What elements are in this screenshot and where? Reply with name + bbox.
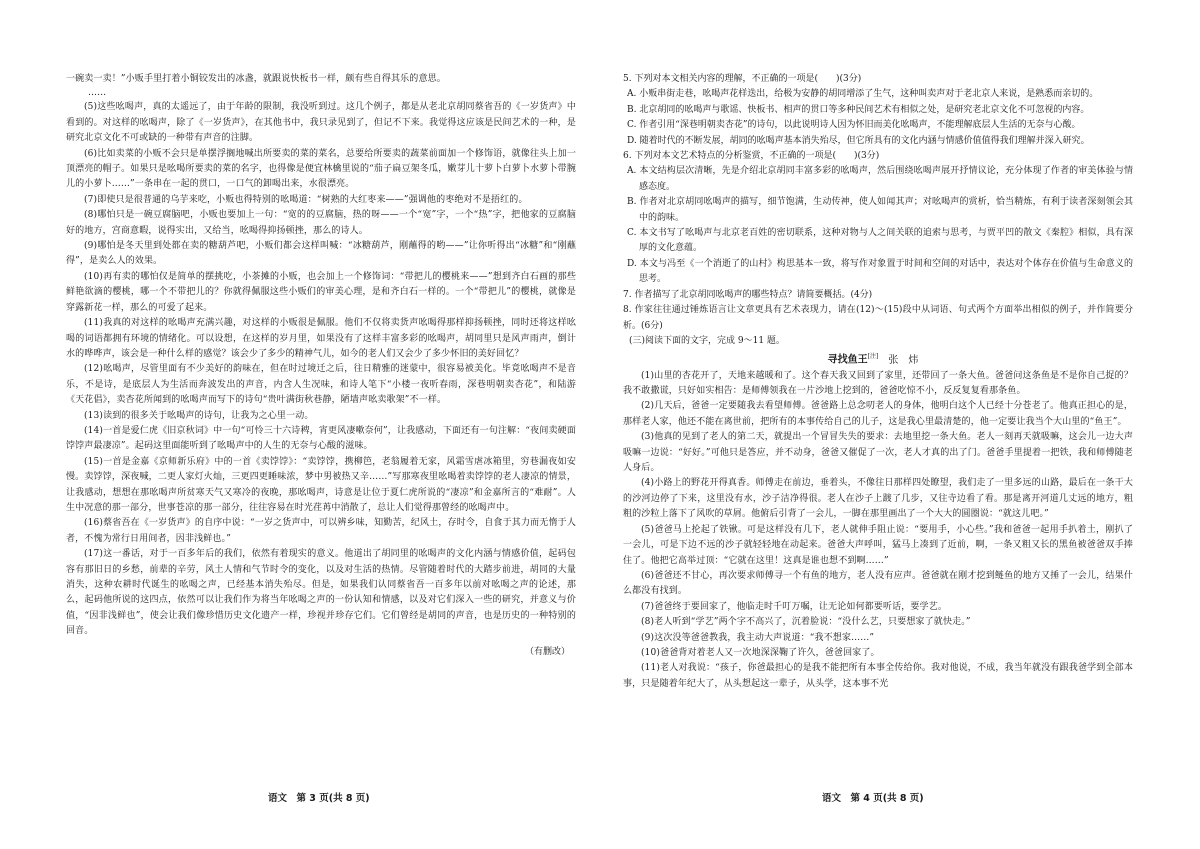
question-stem: 5. 下列对本文相关内容的理解，不正确的一项是( )(3分) [623,74,862,84]
question-stem: 6. 下列对本文艺术特点的分析鉴赏，不正确的一项是( )(3分) [623,151,880,162]
answer-option: A. 小贩串街走巷，吆喝声花样迭出，给极为安静的胡同增添了生气，这种叫卖声对于老北京人来说，是熟悉而亲切的。 [627,89,1099,100]
paragraph: (16)蔡省吾在《一岁货声》的自序中说：“一岁之货声中，可以辨乡味，知勤苦，纪风土，存时令，自食于其力而无惰于人者，不愧为常行日用间者，因非浅鲜也。” [66,518,576,544]
paragraph: (6)爸爸还不甘心，再次要求师傅寻一个有鱼的地方，老人没有应声。爸爸就在刚才挖到鲢鱼的地方又捶了一会儿，结果什么都没有找到。 [623,570,1133,597]
paragraph: (7)爸爸终于要回家了，他临走时千叮万嘱，让无论如何都要听话，要学艺。 [641,601,948,612]
paragraph: (11)我真的对这样的吆喝声充满兴趣，对这样的小贩很是佩服。他们不仅将卖货声吆喝得那样抑扬顿挫，同时还将这样吆喝的词语都拥有环境的情绪化。可以设想，在这样的岁月里，如果没有了这样丰富多彩的吆喝声，胡同里只是风声雨声，倒计水的哗哗声，该会是一种什么样的感觉？该会少了多少的精神气儿，如今的老人们又会少了多少怀旧的美好回忆？ [66,318,576,359]
paragraph: …… [88,88,107,99]
footnote-mark: [注] [867,353,879,361]
story-title [623,349,1133,368]
left-page [66,72,576,657]
section-heading: (三)阅读下面的文字，完成 9～11 题。 [629,335,785,346]
paragraph: (9)哪怕是冬天里到处都在卖的糖葫芦吧，小贩们都会这样叫喊：“冰糖葫芦，刚蘸得的哟——”让你听得出“冰糖”和“刚蘸得”，是卖么人的效果。 [66,241,576,267]
paragraph: (6)比如卖菜的小贩不会只是单摆浮搁地喊出所要卖的菜的菜名，总要给所要卖的蔬菜前面加一个修饰语，就像往头上加一顶漂亮的帽子。如果只是吆喝所要卖的菜的名字，也得像是便宜林檎里说的“茄子扁豆架冬瓜，嫩芽儿十萝卜白萝卜水萝卜带腕儿的小萝卜……”一条串在一起的贯口，一口气的卸喝出来，水很漂亮。 [66,148,576,190]
page-footer-right: 语文 第 4 页(共 8 页) [822,793,924,804]
story-author: 张炜 [888,354,929,366]
paragraph: (11)老人对我说：“孩子，你爸最担心的是我不能把所有本事全传给你。我对他说，不成，我当年就没有跟我爸学到全部本事，只是随着年纪大了，从头想起这一辈子，从头学，这本事不光 [623,663,1133,689]
right-page [623,72,1133,692]
paragraph: (8)老人听到“学艺”两个字不高兴了，沉着脸说：“没什么艺，只要想家了就快走。” [641,617,971,628]
answer-option: D. 本文与冯至《一个消逝了的山村》构思基本一致，将写作对象置于时间和空间的对话中，表达对个体存在价值与生命意义的思考。 [627,258,1133,285]
paragraph: (3)他真的见到了老人的第二天，就提出一个冒冒失失的要求：去地里挖一条大鱼。老人一刻再天就吸嘛，这会儿一边大声吸嘛一边说：“好好。”可他只是答应，并不动身，爸爸又催促了一次，老人才真的出了门。爸爸手里提着一把铁，我和师傅随老人身后。 [623,432,1133,474]
paragraph: (9)这次没等爸爸教我，我主动大声说道：“我不想家……” [641,632,875,643]
story-title-text: 寻找鱼王 [827,354,868,366]
answer-option: A. 本文结构层次清晰，先是介绍北京胡同丰富多彩的吆喝声，然后围绕吆喝声展开抒情议论，充分体现了作者的审美体验与情感态度。 [627,166,1133,192]
question-stem: 7. 作者描写了北京胡同吆喝声的哪些特点？请简要概括。(4分) [623,289,873,300]
paragraph: (15)一首是金嘉《京师新乐府》中的一首《卖饽饽》：“卖饽饽，携柳笆，老翁履着无家，风霜雪虐冰箱里，穷巷漏夜如安慢。卖饽饽，深夜喊，二更人家灯火灿，三更四更睡味浓，梦中男被热又辛……”写那寒夜里吆喝着卖饽饽的老人凄凉的情景，让我感动，想想在那吆喝声所贫寒天气又寒冷的夜晚，那吆喝声，诗意是让位于夏仁虎所说的“凄凉”和金嘉所言的“难耐”。人生中况意的那一部分，世事苍凉的那一部分，往往容易在时光荏苒中消散了，总让人们觉得那曾经的吆喝声中。 [66,456,576,513]
paragraph: (10)再有卖的哪怕仅是简单的摆挑吃，小茶摊的小贩，也会加上一个修饰词：“带把儿的樱桃来——”想到齐白石画的那些鲜艳欲滴的樱桃，哪一个不带把儿的？你就得佩服这些小贩们的审美心理，是和齐白石一样的。一个“带把儿”的樱桃，就像是穿露新花一样，那么的可爱了起来。 [66,271,576,313]
answer-option: B. 北京胡同的吆喝声与歌谣、快板书、相声的贯口等多种民间艺术有相似之处，是研究老北京文化不可忽视的内容。 [627,104,1090,115]
paragraph: (12)吆喝声，尽管里面有不少美好的韵味在，但在时过境迁之后，往日精雅的迷蒙中，很容易被美化。毕竟吆喝声不是音乐，不是诗，是底层人为生活而奔波发出的声音，内含人生况味，和诗人笔下“小楼一夜听春雨，深巷明朝卖杏花”，和陆游《天花倡》，卖杏花所闻到的吆喝声而写下的诗句“贵叶满街秋巷静，陋墙声吆卖歌架”不一样。 [66,364,576,406]
page-footer-left: 语文 第 3 页(共 8 页) [268,793,370,804]
answer-option: C. 作者引用“深巷明朝卖杏花”的诗句，以此说明诗人因为怀旧而美化吆喝声，不能理解底层人生活的无奈与心酸。 [627,120,1081,131]
paragraph: (13)读到的很多关于吆喝声的诗句，让我为之心里一动。 [84,410,314,421]
paragraph: 一碗卖一卖！”小贩手里打着小铜铰发出的冰盏，就跟说快板书一样，颇有些自得其乐的意思。 [66,74,446,84]
question-stem: 8. 作家往往通过锤炼语言让文章更具有艺术表现力，请在(12)～(15)段中从词语、句式两个方面举出相似的例子，并作简要分析。(6分) [623,305,1133,331]
paragraph: (7)即使只是很普通的乌芋来吃，小贩也得特别的吆喝道：“树熟的大红枣来——”强调他的枣绝对不是捂红的。 [84,194,528,205]
paragraph: (1)山里的杏花开了，天地来越暖和了。这个春天我又回到了家里，还带回了一条大鱼。爸爸问这条鱼是不是你自己捉的？我不敢撒谎，只好如实相告：是师傅领我在一片沙地上挖到的，爸爸吃惊不小，反反复复看那条鱼。 [623,370,1133,397]
paragraph: (14)一首是爱仁虎《旧京秋词》中一句“可怜三十六诗稗，宵更风凄嗽奈何”，让我感动，下面还有一句注解：“夜间卖硬面饽饽声最凄凉”。起码这里面能听到了吆喝声中的人生的无奈与心酸的滋味。 [66,425,576,452]
paragraph: (5)爸爸马上抡起了铁锹。可是这样没有几下，老人就伸手阻止说：“要用手，小心些。”我和爸爸一起用手扒着土，刚扒了一会儿，可是下边不远的沙子就轻轻地在动起来。爸爸大声呼叫，猛马上凑到了近前，啊，一条又粗又长的黑鱼被爸爸双手捧住了。他把它高举过顶：“它就在这里！这真是谁也想不到啊……” [623,524,1133,566]
source-note: （有删改） [524,646,570,657]
answer-option: D. 随着时代的不断发展，胡同的吆喝声基本消失殆尽，但它所具有的文化内涵与情感价值值得我们理解并深入研究。 [627,135,1090,146]
answer-option: B. 作者对北京胡同吆喝声的描写，细节饱满，生动传神，使人如闻其声；对吆喝声的赏析，恰当精炼，有利于读者深刻领会其中的韵味。 [627,197,1133,223]
paragraph: (10)爸爸背对着老人又一次地深深鞠了许久，爸爸回家了。 [641,647,880,658]
paragraph: (8)哪怕只是一碗豆腐脑吧，小贩也要加上一句：“宽的的豆腐脑，热的呀——一个“宽”字，一个“热”字，把他家的豆腐脑好的地方，宫商意暇，说得实出，又给当，吆喝得抑扬顿挫，那么的诗人。 [66,210,576,236]
paragraph: (4)小路上的野花开得真香。师傅走在前边，垂着头，不像往日那样四处瞭望，我们走了一里多远的山路，最后在一条干大的沙河边停了下来，这里没有水，沙子洁净得很。老人在沙子上踱了几步，又往寺边看了看。那是离开河道几丈远的地方，粗粗的沙粒上落下了风吹的草屑。他俯后引背了一会儿，一脚在那里画出了一个大大的圆圈说：“就这儿吧。” [623,478,1133,520]
answer-option: C. 本文书写了吆喝声与北京老百姓的密切联系，这种对物与人之间关联的追索与思考，与贾平凹的散文《秦腔》相似，具有深厚的文化意蕴。 [627,228,1133,254]
paragraph: (2)几天后，爸爸一定要随我去看望师傅。爸爸路上总念叨老人的身体，他明白这个人已经十分苍老了。他真正担心的是，那样老人家，他还不能在离世前，把所有的本事传给自己的儿子，这是我心里最清楚的，他一定要让我当个大山里的“鱼王”。 [623,401,1133,427]
paragraph: (5)这些吆喝声，真的太遥远了，由于年龄的限制，我没听到过。这几个例子，都是从老北京胡同蔡省吾的《一岁货声》中看到的。对这样的吆喝声，除了《一岁货声》，在其他书中，我只录见到了，但记不下来。我觉得这应该是民间艺术的一种，是研究北京文化不可或缺的一种带有声音的注脚。 [66,102,576,144]
paragraph: (17)这一番话，对于一百多年后的我们，依然有着现实的意义。他道出了胡同里的吆喝声的文化内涵与情感价值，起码包容有那旧日的乡愁，前辈的辛劳，风土人情和气节时令的变化，以及对生活的热情。尽管随着时代的大踏步前进，胡同的大量消失，这种农耕时代诞生的吆喝之声，已经基本消失殆尽。但是，如果我们认同蔡省吾一百多年以前对吆喝之声的论述，那么，起码他所说的这四点，依然可以让我们作为将当年吆喝之声的一份认知和情感，以及对它们深入一些的研究，并意义与价值，“因非浅鲜也”，使会让我们像珍惜历史文化遗产一样，珍视并珍存它们。它们曾经是胡同的声音，也是历史的一种特别的回音。 [66,549,576,637]
